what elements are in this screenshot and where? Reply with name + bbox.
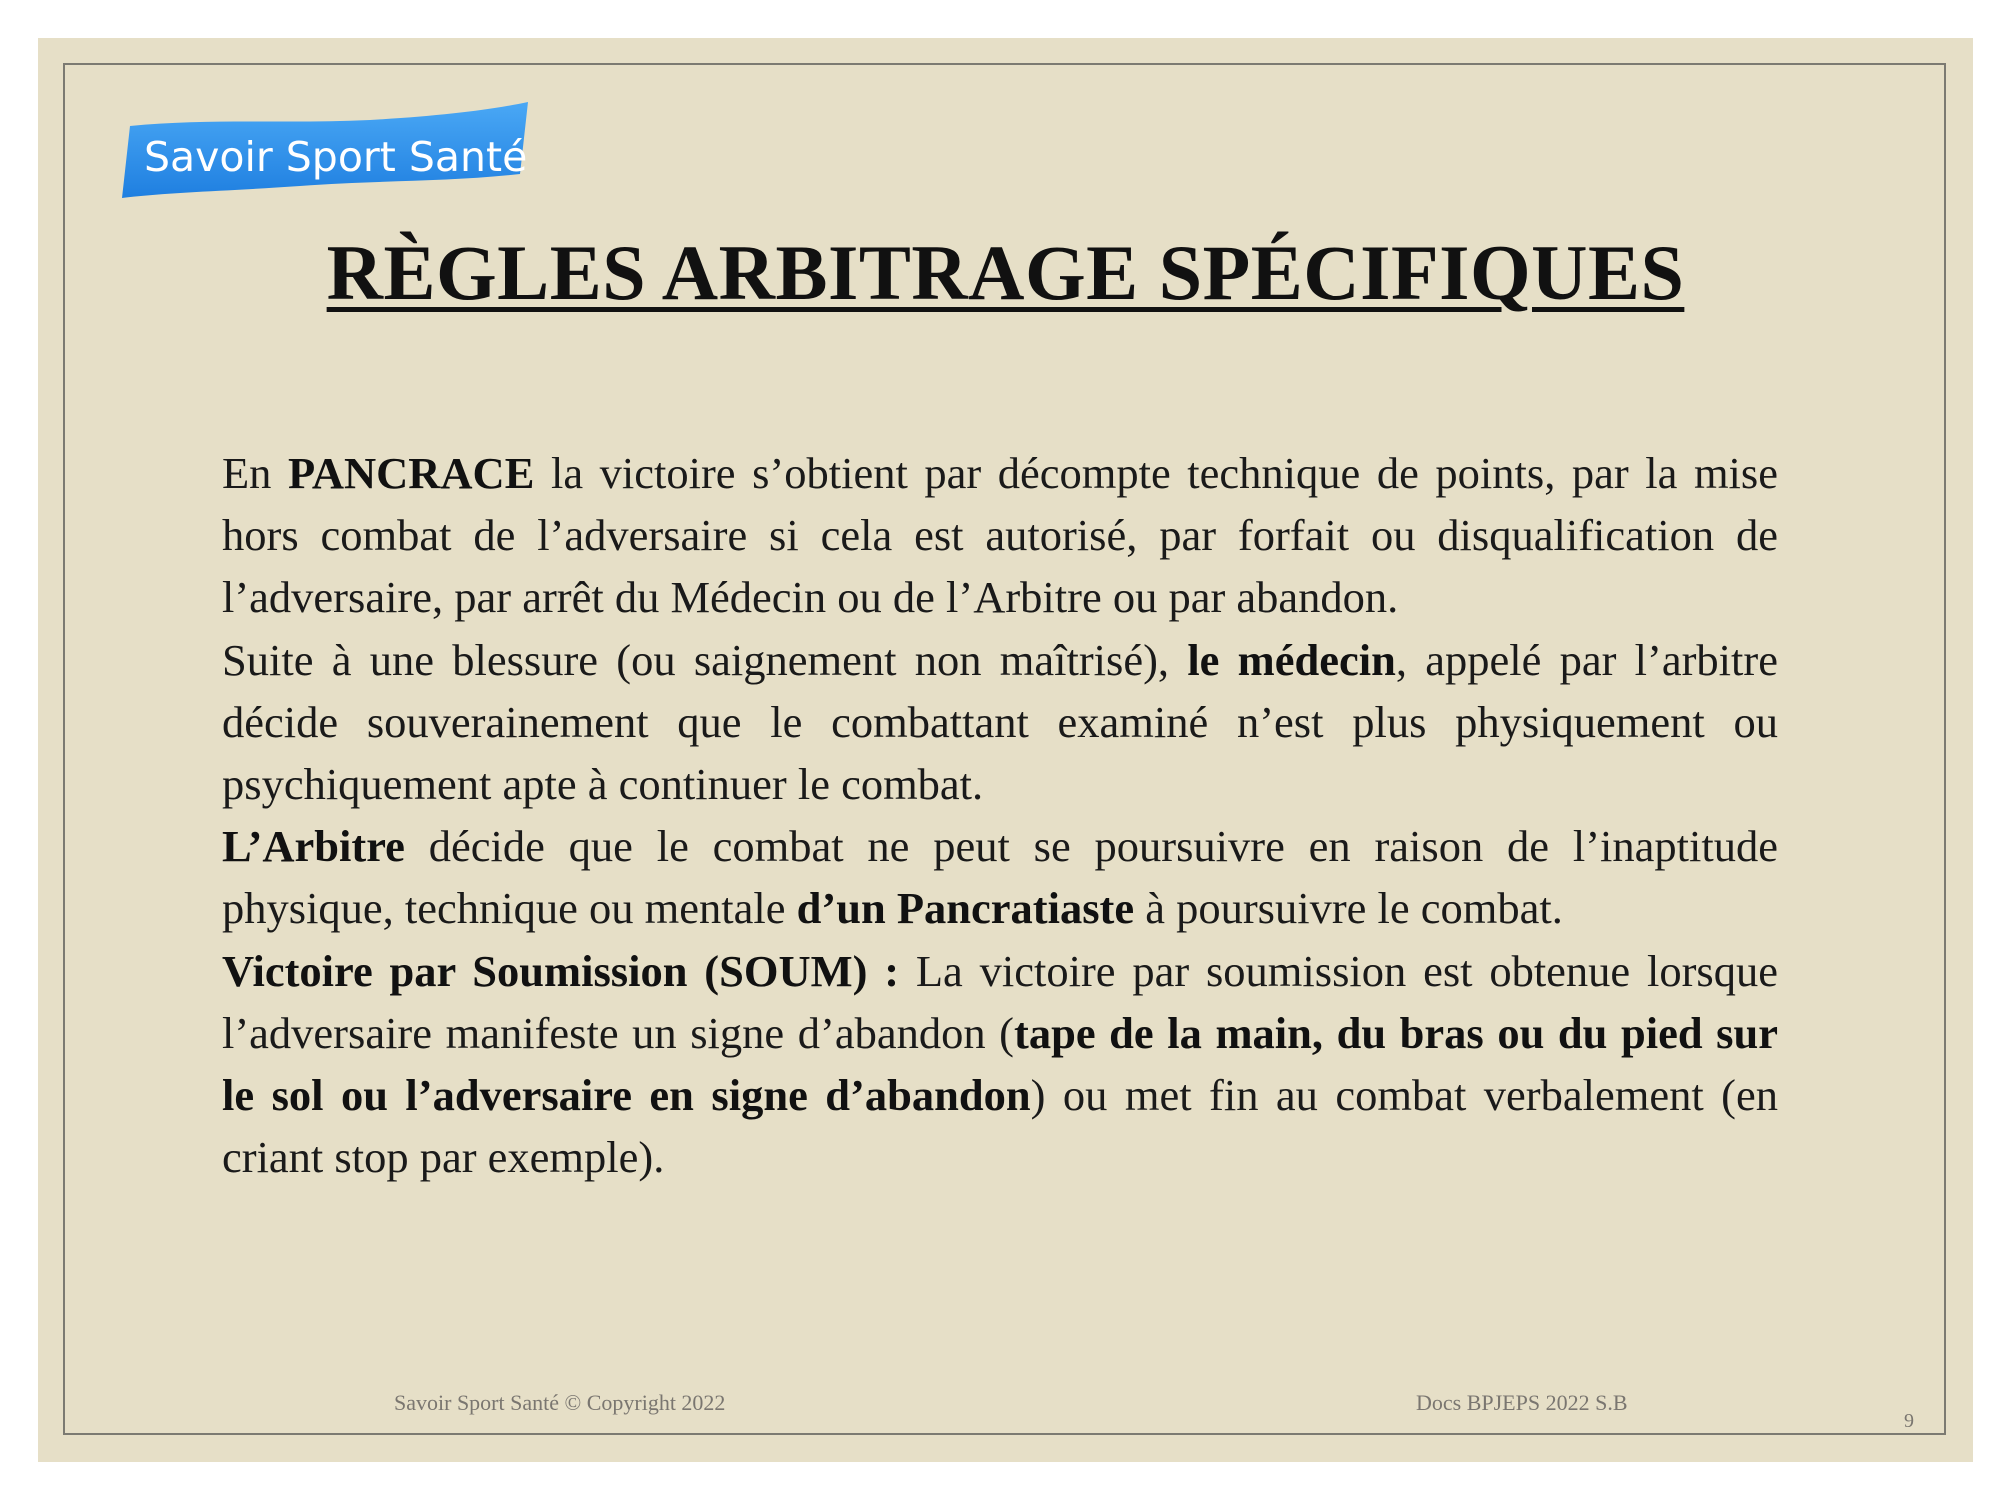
slide <box>38 38 1973 1462</box>
rules-body <box>222 442 1778 1188</box>
text-run: En <box>222 448 288 498</box>
bold-term-abandon-signs: tape de la main, du bras ou du pied sur le sol ou l’adversaire en signe d’abandon <box>222 1007 1779 1121</box>
bold-term-soumission: Victoire par Soumission (SOUM) : <box>222 945 900 996</box>
page-number: 9 <box>1904 1410 1914 1432</box>
text-run: , appelé par l’arbitre décide souverainement que le combattant examiné n’est plus physiquement ou psychiquement apte à continuer le combat. <box>222 634 1778 810</box>
page-title-text: RÈGLES ARBITRAGE SPÉCIFIQUES <box>326 229 1685 316</box>
footer-docs: Docs BPJEPS 2022 S.B <box>1416 1390 1628 1415</box>
text-run: décide que le combat ne peut se poursuivre en raison de l’inaptitude physique, technique ou mentale <box>222 821 1778 934</box>
bold-term-pancrace: PANCRACE <box>288 448 535 498</box>
text-run: ) ou met fin au combat verbalement (en criant stop par exemple). <box>222 1070 1778 1183</box>
bold-term-arbitre: L’Arbitre <box>222 821 405 872</box>
bold-term-pancratiaste: d’un Pancratiaste <box>796 883 1135 934</box>
bold-term-medecin: le médecin <box>1187 634 1396 685</box>
text-run: La victoire par soumission est obtenue lorsque l’adversaire manifeste un signe d’abandon ( <box>222 945 1778 1058</box>
logo-text: Savoir Sport Santé <box>144 133 528 181</box>
paragraph-arbitre <box>222 815 1778 939</box>
text-run: la victoire s’obtient par décompte technique de points, par la mise hors combat de l’adversaire si cela est autorisé, par forfait ou disqualification de l’adversaire, par arrêt du Médecin ou de l’Arbitre ou par abandon. <box>222 448 1778 623</box>
text-run: à poursuivre le combat. <box>1134 883 1563 934</box>
page-title <box>38 228 1973 318</box>
paragraph-medecin <box>222 629 1778 816</box>
footer-copyright: Savoir Sport Santé © Copyright 2022 <box>394 1390 726 1415</box>
paragraph-soumission <box>222 940 1778 1189</box>
savoir-sport-sante-logo <box>120 96 530 206</box>
text-run: Suite à une blessure (ou saignement non maîtrisé), <box>222 634 1188 685</box>
paragraph-pancrace-victory <box>222 442 1778 629</box>
